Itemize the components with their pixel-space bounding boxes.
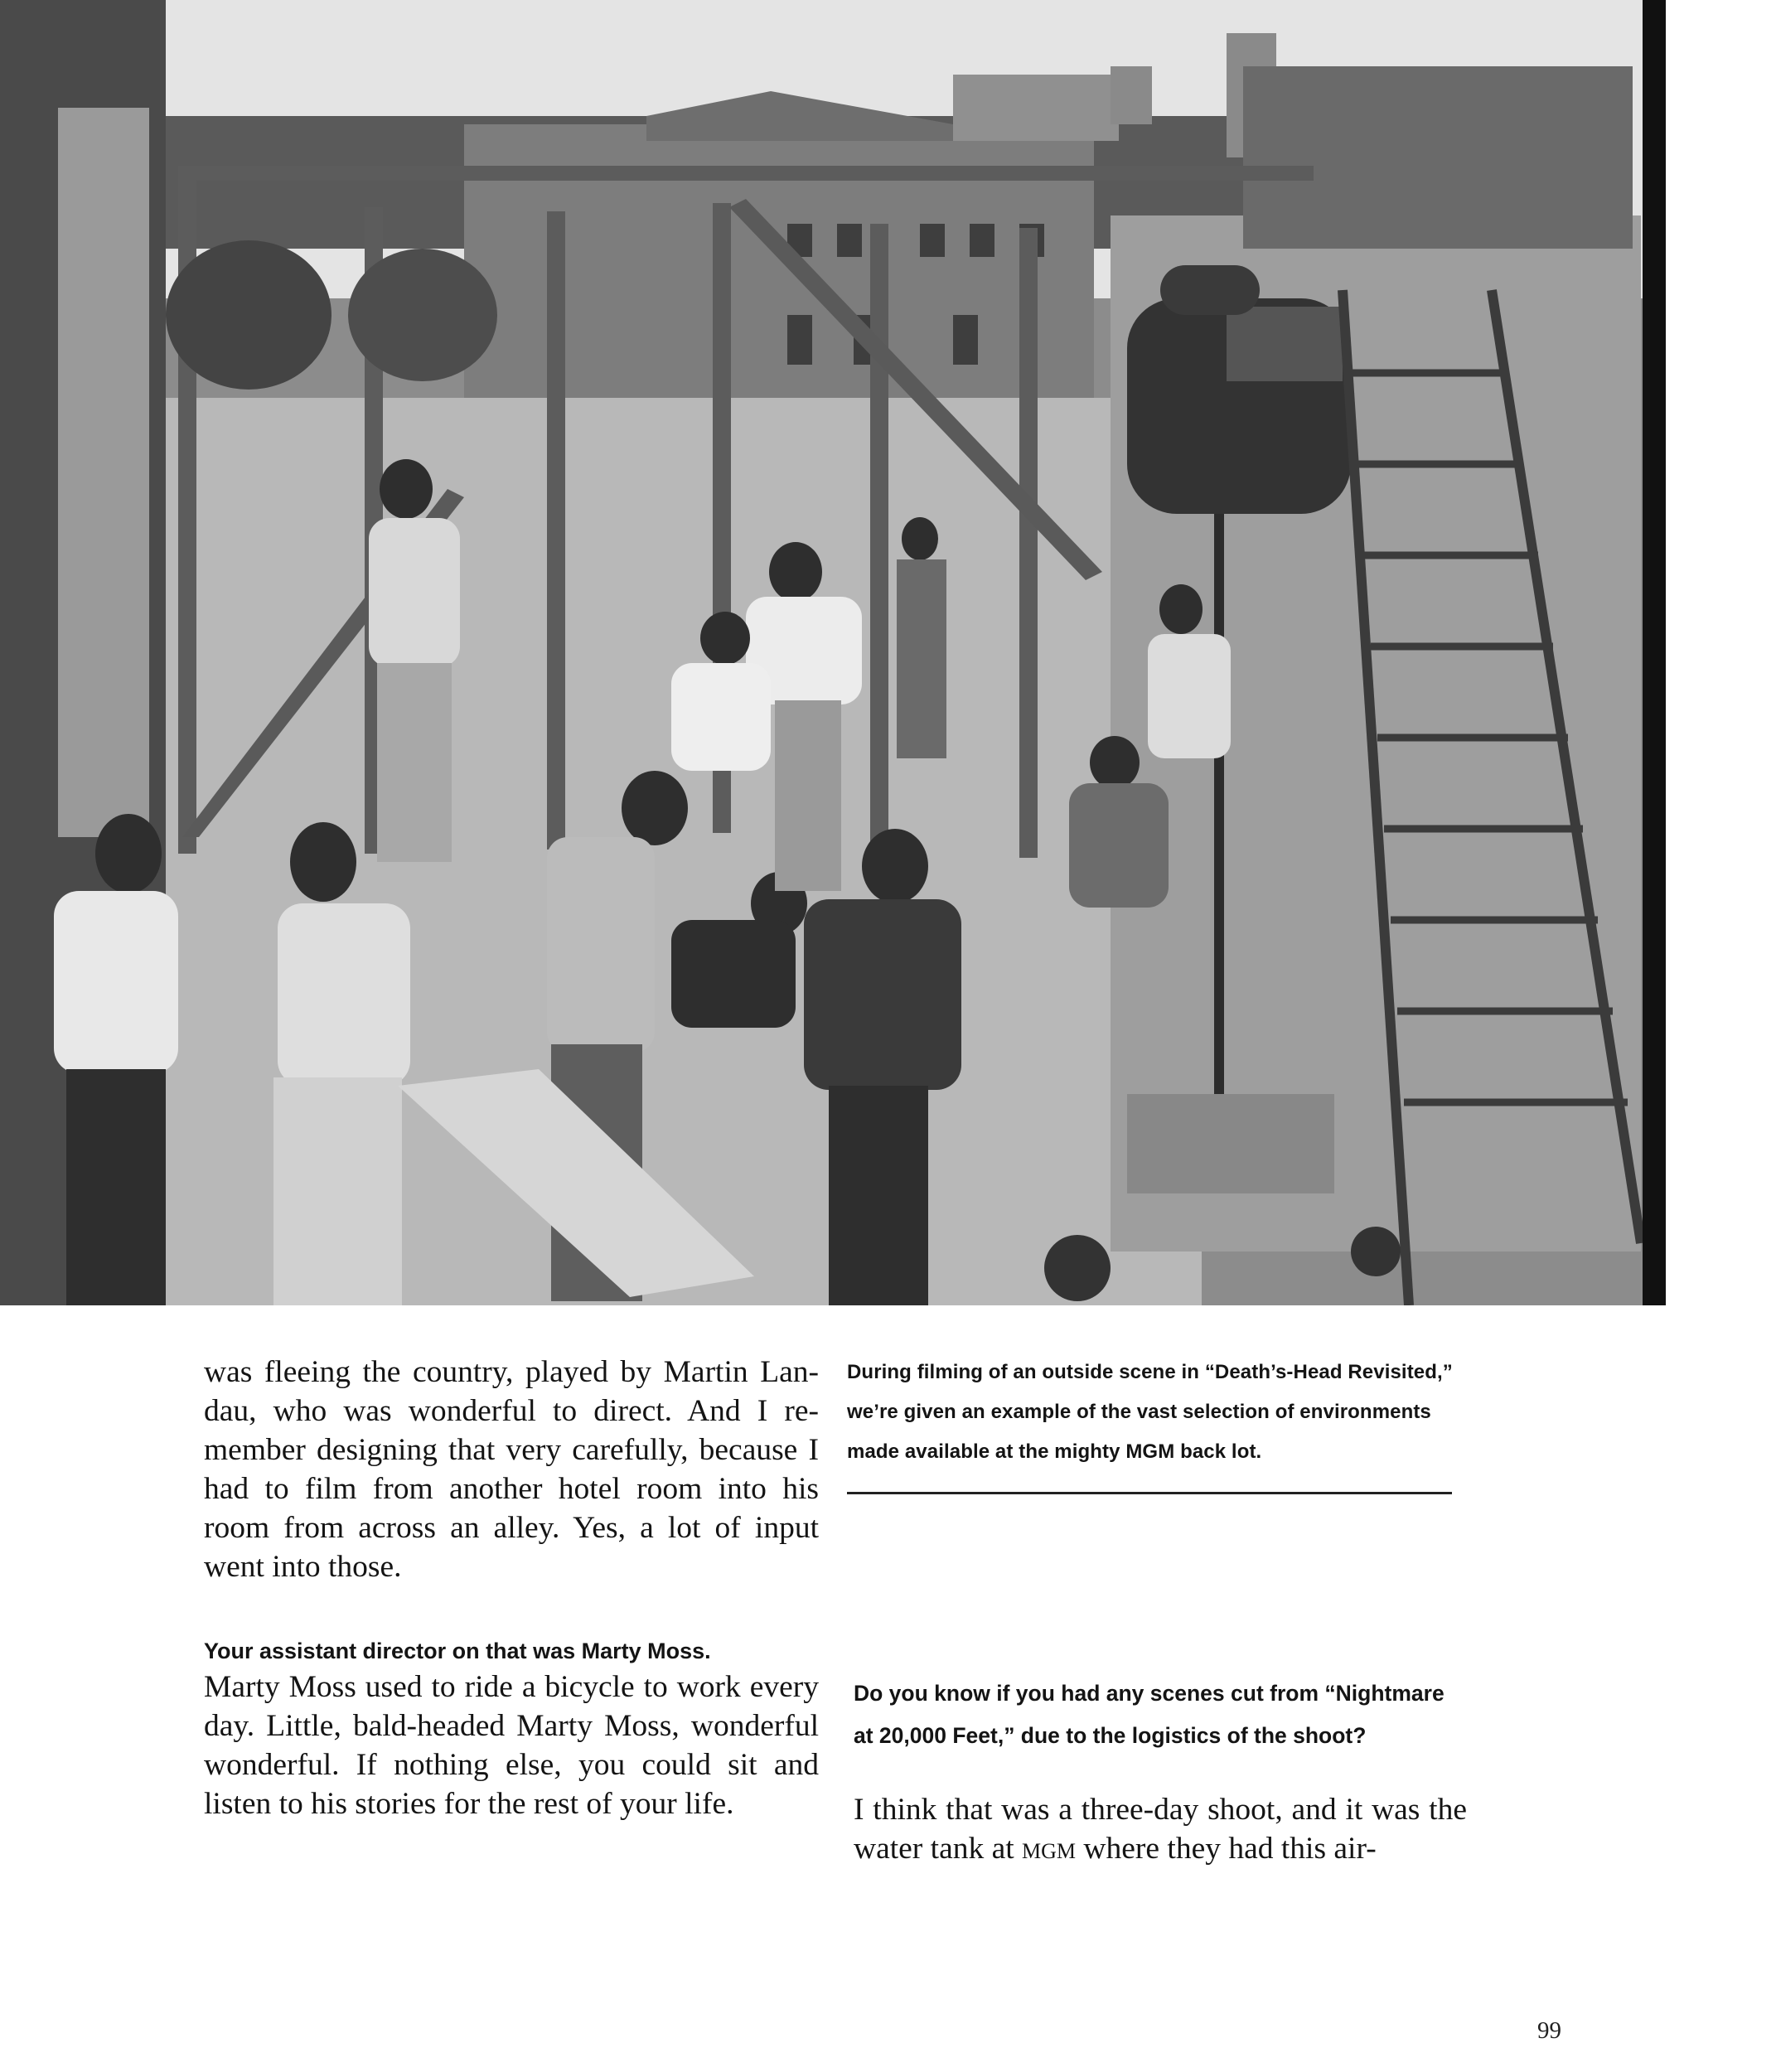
page-number: 99 [1537, 2017, 1561, 2044]
answer-marty-moss [204, 1668, 819, 1823]
answer-nightmare [854, 1790, 1467, 1868]
photo-caption: During filming of an outside scene in “Death’s-Head Revisited,” we’re given an example of the vast selection of environments made available at the mighty MGM back lot. [847, 1361, 1453, 1463]
question-marty-moss [204, 1638, 819, 1665]
body-paragraph-1: was fleeing the country, played by Martin Lan-dau, who was wonderful to direct. And I re-member designing that very carefully, because I had to film from another hotel room into his room from across an alley. Yes, a lot of input went into those. [204, 1355, 819, 1584]
question-heading-2: Do you know if you had any scenes cut from “Nightmare at 20,000 Feet,” due to the logistics of the shoot? [854, 1681, 1445, 1748]
answer-paragraph-2 [854, 1790, 1467, 1868]
film-edge-strip [1643, 0, 1666, 1305]
answer-2-text-b: where they had this air- [1076, 1832, 1377, 1866]
answer-2-text-a: I think that was a three-day shoot, and it was the water tank at [854, 1793, 1467, 1866]
question-heading-1: Your assistant director on that was Marty Moss. [204, 1639, 711, 1663]
right-column [847, 1353, 1465, 1494]
caption-divider [847, 1492, 1452, 1494]
left-column [204, 1353, 819, 1586]
answer-paragraph-1: Marty Moss used to ride a bicycle to work every day. Little, bald-headed Marty Moss, wonderful wonderful. If nothing else, you could sit and listen to his stories for the rest of your life. [204, 1670, 819, 1821]
answer-2-mgm: mgm [1022, 1832, 1077, 1866]
question-nightmare [854, 1673, 1459, 1757]
